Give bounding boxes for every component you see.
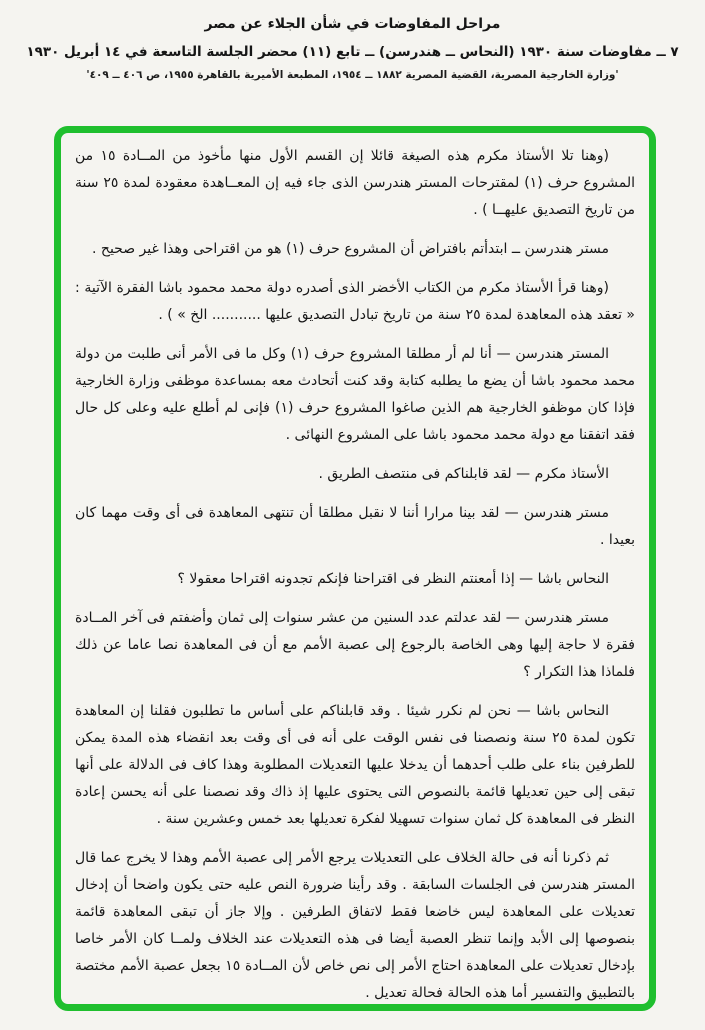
highlight-box xyxy=(54,126,656,1011)
document-body-text xyxy=(75,143,635,1001)
document-header xyxy=(0,0,705,81)
paragraph: الأستاذ مكرم — لقد قابلناكم فى منتصف الطريق . xyxy=(318,466,609,482)
paragraph: المستر هندرسن — أنا لم أر مطلقا المشروع حرف (١) وكل ما فى الأمر أنى طلبت من دولة محمد محمود باشا أن يضع ما يطلبه كتابة وقد كنت أتحادث معه بمساعدة موظفى وزارة الخارجية فإذا كان موظفو الخارجية هم الذين صاغوا المشروع حرف (١) فإنى لم أطلع عليه وعلى كل حال فقد اتفقنا مع دولة محمد محمود باشا على المشروع النهائى . xyxy=(75,346,635,443)
paragraph: النحاس باشا — إذا أمعنتم النظر فى اقتراحنا فإنكم تجدونه اقتراحا معقولا ؟ xyxy=(177,571,609,587)
page-title: مراحل المفاوضات في شأن الجلاء عن مصر xyxy=(204,16,501,32)
paragraph: مستر هندرسن ــ ابتدأتم بافتراض أن المشروع حرف (١) هو من اقتراحى وهذا غير صحيح . xyxy=(92,241,609,257)
paragraph: (وهنا تلا الأستاذ مكرم هذه الصيغة قائلا إن القسم الأول منها مأخوذ من المــادة ١٥ من المشروع حرف (١) لمقترحات المستر هندرسن الذى جاء فيه إن المعــاهدة معقودة لمدة ٢٥ سنة من تاريخ التصديق عليهــا ) . xyxy=(75,148,635,218)
page-subtitle: ٧ ــ مفاوضات سنة ١٩٣٠ (النحاس ــ هندرسن) ــ تابع (١١) محضر الجلسة التاسعة في ١٤ أبريل ١٩٣٠ xyxy=(26,44,679,60)
paragraph: النحاس باشا — نحن لم نكرر شيئا . وقد قابلناكم على أساس ما تطلبون فقلنا إن المعاهدة تكون لمدة ٢٥ سنة ونصصنا فى نفس الوقت على أنه فى أى وقت بعد انقضاء هذه المدة يمكن للطرفين بناء على طلب أحدهما أن يدخلا عليها التعديلات المطلوبة وهذا كاف فى الدلالة على أنها تبقى إلى حين تعديلها قائمة بالنصوص التى يحتوى عليها إذ ذاك وقد نصصنا على أنه يحسن إعادة النظر فى المعاهدة كل ثمان سنوات تسهيلا لفكرة تعديلها بعد خمس وعشرين سنة . xyxy=(75,703,635,827)
paragraph: ثم ذكرنا أنه فى حالة الخلاف على التعديلات يرجع الأمر إلى عصبة الأمم وهذا لا يخرج عما قال المستر هندرسن فى الجلسات السابقة . وقد رأينا ضرورة النص عليه حتى يكون واضحا أن إدخال تعديلات على المعاهدة ليس خاضعا فقط لاتفاق الطرفين . وإلا جاز أن تبقى المعاهدة قائمة بنصوصها إلى الأبد وإنما تنظر العصبة أيضا فى هذه التعديلات عند الخلاف ولمــا كان الأمر خاصا بإدخال تعديلات على المعاهدة احتاج الأمر إلى نص خاص لأن المــادة ١٥ بجعل عصبة الأمم مختصة بالتطبيق والتفسير أما هذه الحالة فحالة تعديل . xyxy=(75,850,635,1001)
paragraph: مستر هندرسن — لقد بينا مرارا أننا لا نقبل مطلقا أن تنتهى المعاهدة فى أى وقت مهما كان بعيدا . xyxy=(75,505,635,548)
paragraph: (وهنا قرأ الأستاذ مكرم من الكتاب الأخضر الذى أصدره دولة محمد محمود باشا الفقرة الآتية : « تعقد هذه المعاهدة لمدة ٢٥ سنة من تاريخ تبادل التصديق عليها ........... الخ » ) . xyxy=(75,280,635,323)
paragraph: مستر هندرسن — لقد عدلتم عدد السنين من عشر سنوات إلى ثمان وأضفتم فى آخر المــادة فقرة لا حاجة إليها وهى الخاصة بالرجوع إلى عصبة الأمم مع أن فى المعاهدة نصا عاما عن ذلك فلماذا هذا التكرار ؟ xyxy=(75,610,635,680)
source-citation: 'وزارة الخارجية المصرية، القضية المصرية ١٨٨٢ ــ ١٩٥٤، المطبعة الأميرية بالقاهرة ١٩٥٥، ص ٤٠٦ ــ ٤٠٩' xyxy=(86,69,619,81)
